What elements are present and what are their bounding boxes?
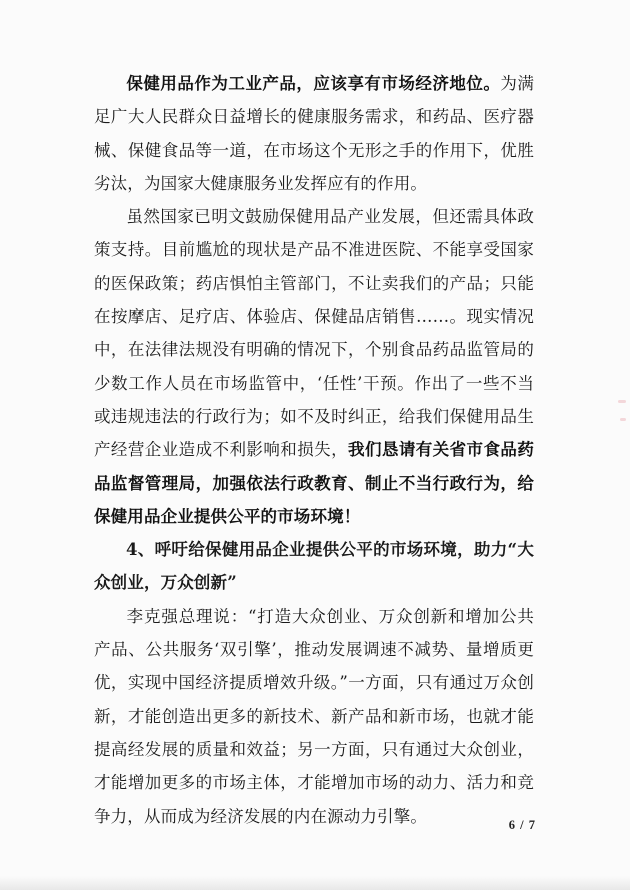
paragraph-2-bold-tail: 我们恳请有关省市食品药品监督管理局，加强依法行政教育、制止不当行政行为，给保健用品企业提供公平的市场环境！ bbox=[94, 440, 535, 526]
paragraph-2 bbox=[94, 200, 534, 533]
paragraph-1-bold-lead: 保健用品作为工业产品，应该享有市场经济地位。 bbox=[126, 74, 501, 93]
scan-edge-shadow bbox=[0, 876, 630, 890]
paper-mark bbox=[620, 418, 626, 421]
paragraph-2-text: 虽然国家已明文鼓励保健用品产业发展，但还需具体政策支持。目前尴尬的现状是产品不准进医院、不能享受国家的医保政策；药店惧怕主管部门，不让卖我们的产品；只能在按摩店、足疗店、体验店、保健品店销售……。现实情况中，在法律法规没有明确的情况下，个别食品药品监管局的少数工作人员在市场监管中，‘任性’干预。作出了一些不当或违规违法的行政行为；如不及时纠正，给我们保健用品生产经营企业造成不利影响和损失， bbox=[94, 207, 534, 460]
paper-mark bbox=[618, 400, 626, 403]
document-body bbox=[94, 67, 534, 833]
paragraph-3-text: 李克强总理说：“打造大众创业、万众创新和增加公共产品、公共服务‘双引擎’，推动发展调速不减势、量增质更优，实现中国经济提质增效升级。”一方面，只有通过万众创新，才能创造出更多的新技术、新产品和新市场，也就才能提高经发展的质量和效益；另一方面，只有通过大众创业，才能增加更多的市场主体，才能增加市场的动力、活力和竞争力，从而成为经济发展的内在源动力引擎。 bbox=[94, 606, 534, 826]
paragraph-1-text: 为满足广大人民群众日益增长的健康服务需求，和药品、医疗器械、保健食品等一道，在市场这个无形之手的作用下，优胜劣汰，为国家大健康服务业发挥应有的作用。 bbox=[94, 74, 534, 193]
section-heading-text: 4、呼吁给保健用品企业提供公平的市场环境，助力“大众创业，万众创新” bbox=[94, 540, 534, 593]
page-number: 6 / 7 bbox=[508, 818, 536, 832]
paragraph-1 bbox=[94, 67, 534, 200]
section-heading bbox=[94, 533, 534, 600]
paragraph-3 bbox=[94, 600, 534, 833]
